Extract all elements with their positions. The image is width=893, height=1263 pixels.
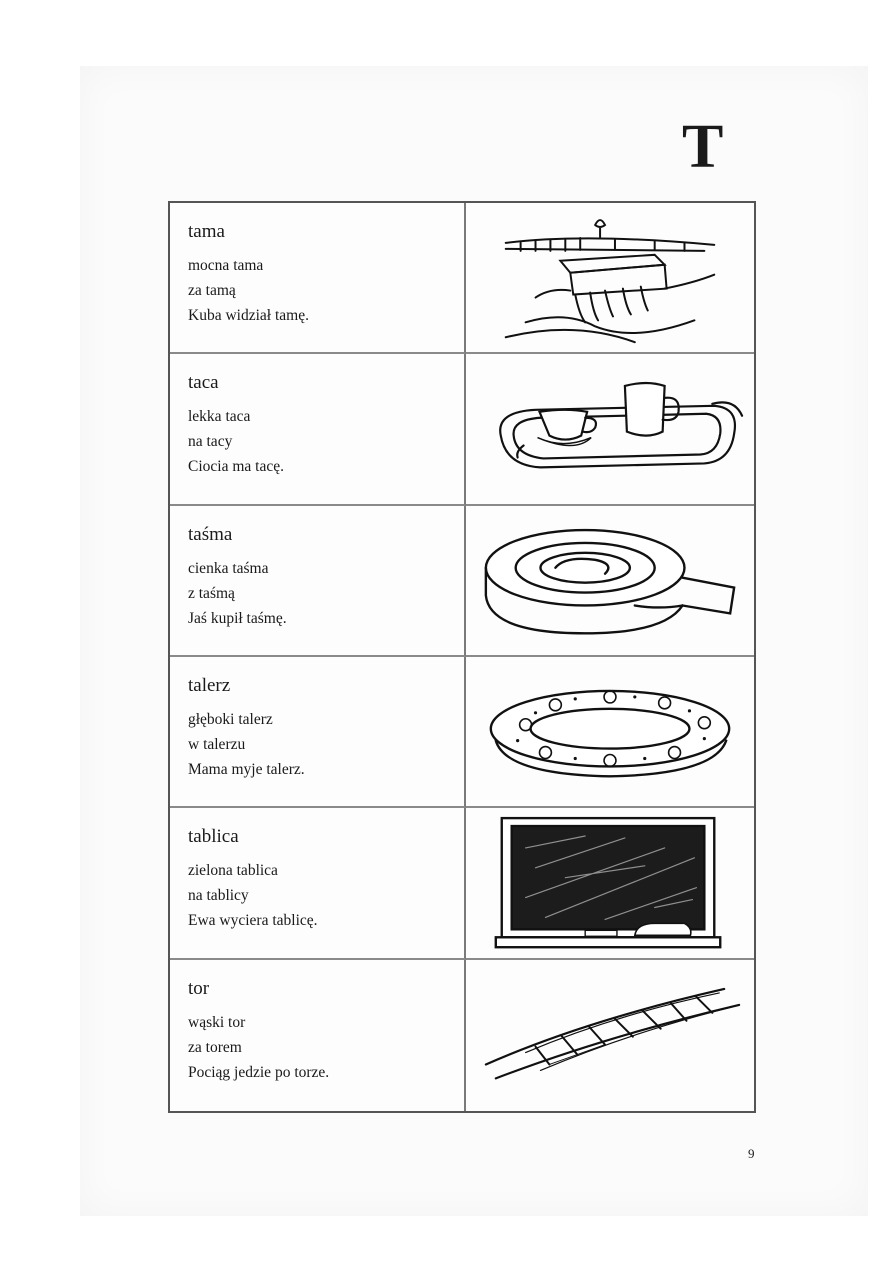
entry-phrase: cienka taśma [188,559,269,577]
entry-picture-cell [466,960,754,1111]
entry-text-cell [170,506,466,657]
entry-picture-cell [466,808,754,959]
tape-roll-icon [466,506,754,655]
blackboard-icon [466,808,754,957]
entry-prepositional: w talerzu [188,735,246,753]
entry-text-cell [170,203,466,354]
plate-icon [466,657,754,806]
entry-prepositional: z taśmą [188,584,235,602]
rail-track-icon [466,960,754,1111]
entry-prepositional: na tablicy [188,887,249,905]
entry-phrase: lekka taca [188,408,251,426]
entry-sentence: Pociąg jedzie po torze. [188,1063,330,1081]
entry-prepositional: za tamą [188,282,236,299]
entry-text-cell [170,354,466,505]
entry-sentence: Jaś kupił taśmę. [188,609,287,627]
entry-prepositional: na tacy [188,433,233,451]
vocabulary-table [168,201,756,1113]
entry-sentence: Ciocia ma tacę. [188,458,284,476]
entry-prepositional: za torem [188,1038,242,1056]
entry-text-cell [170,808,466,959]
entry-word: tablica [188,826,239,848]
entry-picture-cell [466,354,754,505]
entry-word: tama [188,221,225,242]
entry-word: tor [188,977,210,999]
entry-phrase: zielona tablica [188,862,278,880]
entry-phrase: wąski tor [188,1013,246,1031]
entry-sentence: Mama myje talerz. [188,760,305,778]
chapter-letter: T [682,113,724,181]
entry-word: talerz [188,674,231,696]
entry-sentence: Kuba widział tamę. [188,307,309,324]
dam-icon [466,203,754,352]
entry-word: taśma [188,523,233,545]
entry-text-cell [170,657,466,808]
entry-word: taca [188,372,219,394]
entry-picture-cell [466,657,754,808]
entry-sentence: Ewa wyciera tablicę. [188,912,318,930]
page-number: 9 [748,1146,755,1161]
entry-picture-cell [466,506,754,657]
entry-phrase: głęboki talerz [188,710,273,728]
entry-phrase: mocna tama [188,257,264,274]
entry-text-cell [170,960,466,1111]
tray-icon [466,354,754,503]
entry-picture-cell [466,203,754,354]
